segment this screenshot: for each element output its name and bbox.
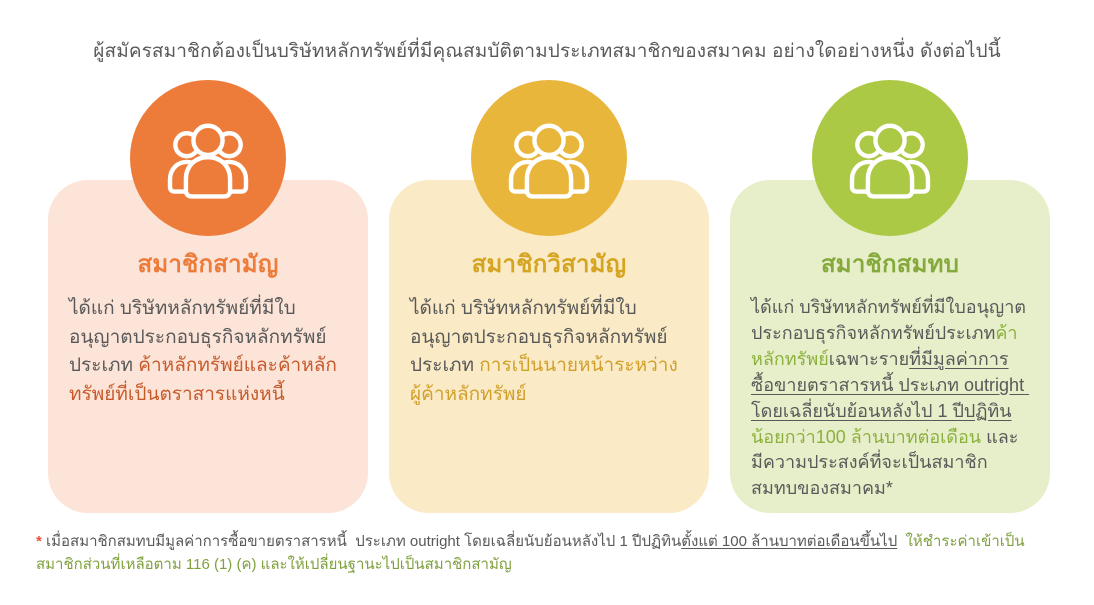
text-segment-normal: เฉพาะราย bbox=[828, 348, 910, 369]
instruction-text: ผู้สมัครสมาชิกต้องเป็นบริษัทหลักทรัพย์ที่มีคุณสมบัติตามประเภทสมาชิกของสมาคม อย่างใดอย่างหนึ่ง ดังต่อไปนี้ bbox=[93, 41, 1001, 62]
card-ordinary-member bbox=[48, 80, 368, 513]
text-segment-accent: การเป็นนายหน้าระหว่างผู้ค้าหลักทรัพย์ bbox=[410, 355, 678, 405]
card-associate-member bbox=[730, 80, 1050, 513]
card-title: สมาชิกสามัญ bbox=[137, 251, 279, 278]
text-segment-marker: * bbox=[36, 533, 47, 550]
people-group-icon bbox=[155, 105, 261, 211]
text-segment-highlight: ให้ชำระค่าเข้าเป็นสมาชิกส่วนที่เหลือตาม 116 (1) (ค) และให้เปลี่ยนฐานะไปเป็นสมาชิกสามัญ bbox=[36, 533, 1025, 573]
text-segment-normal: ได้แก่ บริษัทหลักทรัพย์ที่มีใบอนุญาตประกอบธุรกิจหลักทรัพย์ประเภท bbox=[410, 298, 668, 376]
text-segment-normal: เมื่อสมาชิกสมทบมีมูลค่าการซื้อขายตราสารหนี้ ประเภท outright โดยเฉลี่ยนับย้อนหลังไป 1 ปีปฏิทิน bbox=[46, 533, 682, 550]
card-title: สมาชิกสมทบ bbox=[820, 251, 960, 278]
text-segment-normal: ได้แก่ บริษัทหลักทรัพย์ที่มีใบอนุญาตประกอบธุรกิจหลักทรัพย์ประเภท bbox=[69, 298, 327, 376]
member-icon-circle bbox=[812, 80, 968, 236]
text-segment-normal: และมีความประสงค์ที่จะเป็นสมาชิกสมทบของสมาคม* bbox=[751, 426, 1019, 499]
people-group-icon bbox=[496, 105, 602, 211]
footnote bbox=[36, 531, 1064, 576]
card-extraordinary-member bbox=[389, 80, 709, 513]
card-description bbox=[751, 295, 1029, 502]
card-description bbox=[69, 295, 347, 409]
text-segment-accent: ค้าหลักทรัพย์ bbox=[751, 322, 1018, 369]
text-segment-accent: น้อยกว่า100 ล้านบาทต่อเดือน bbox=[751, 426, 982, 447]
card-description bbox=[410, 295, 688, 409]
member-icon-circle bbox=[471, 80, 627, 236]
text-segment-normal: ได้แก่ บริษัทหลักทรัพย์ที่มีใบอนุญาตประกอบธุรกิจหลักทรัพย์ประเภท bbox=[751, 297, 1027, 343]
text-segment-accent: ค้าหลักทรัพย์และค้าหลักทรัพย์ที่เป็นตราสารแห่งหนี้ bbox=[69, 355, 337, 405]
membership-cards bbox=[48, 80, 1046, 513]
text-segment-underline: ตั้งแต่ 100 ล้านบาทต่อเดือนขึ้นไป bbox=[681, 533, 898, 550]
card-title: สมาชิกวิสามัญ bbox=[471, 251, 627, 278]
text-segment-underline: ที่มีมูลค่าการซื้อขายตราสารหนี้ ประเภท outright โดยเฉลี่ยนับย้อนหลังไป 1 ปีปฏิทิน bbox=[751, 348, 1030, 421]
people-group-icon bbox=[837, 105, 943, 211]
member-icon-circle bbox=[130, 80, 286, 236]
